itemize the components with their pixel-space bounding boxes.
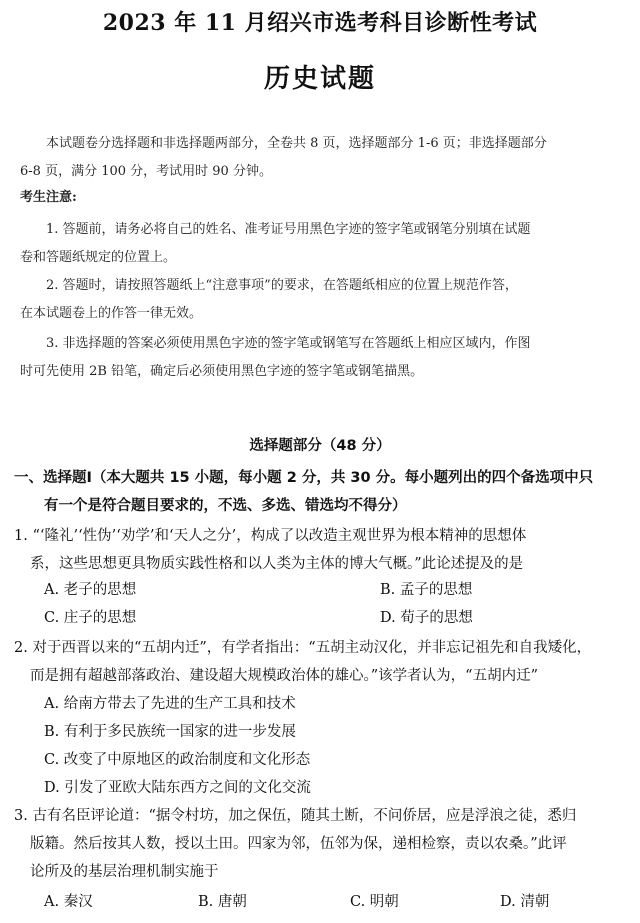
question-1-stem-line-2: 系，这些思想更具物质实践性格和以人类为主体的博大气概。”此论述提及的是	[30, 556, 524, 572]
notice-item-1-line-2: 卷和答题纸规定的位置上。	[20, 250, 177, 265]
exam-title: 2023 年 11 月绍兴市选考科目诊断性考试	[102, 10, 538, 36]
question-2-option-c: C. 改变了中原地区的政治制度和文化形态	[44, 752, 311, 768]
notice-heading: 考生注意:	[20, 190, 77, 205]
question-3-option-c: C. 明朝	[350, 894, 399, 910]
intro-line-1: 本试题卷分选择题和非选择题两部分，全卷共 8 页，选择题部分 1-6 页；非选择题部分	[46, 136, 547, 151]
question-1-option-d: D. 荀子的思想	[380, 610, 473, 626]
section-title: 选择题部分（48 分）	[249, 438, 391, 454]
section-heading-line-1: 一、选择题Ⅰ（本大题共 15 小题，每小题 2 分，共 30 分。每小题列出的四个备选项中只	[14, 470, 594, 486]
question-1-stem-line-1: 1. “‘隆礼’‘性伪’‘劝学’和‘天人之分’，构成了以改造主观世界为根本精神的思想体	[14, 528, 527, 544]
notice-item-3-line-1: 3. 非选择题的答案必须使用黑色字迹的签字笔或钢笔写在答题纸上相应区域内，作图	[46, 336, 531, 351]
question-3-option-b: B. 唐朝	[198, 894, 247, 910]
question-2-stem-line-1: 2. 对于西晋以来的“五胡内迁”，有学者指出：“五胡主动汉化，并非忘记祖先和自我矮化，	[14, 640, 592, 656]
question-2-stem-line-2: 而是拥有超越部落政治、建设超大规模政治体的雄心。”该学者认为，“五胡内迁”	[30, 668, 538, 684]
question-2-option-b: B. 有利于多民族统一国家的进一步发展	[44, 724, 296, 740]
notice-item-2-line-2: 在本试题卷上的作答一律无效。	[20, 306, 203, 321]
question-3-option-a: A. 秦汉	[44, 894, 93, 910]
question-1-option-a: A. 老子的思想	[44, 582, 137, 598]
question-3-stem-line-2: 版籍。然后按其人数，授以土田。四家为邻，伍邻为保，递相检察，责以农桑。”此评	[30, 836, 567, 852]
notice-item-3-line-2: 时可先使用 2B 铅笔，确定后必须使用黑色字迹的签字笔或钢笔描黑。	[20, 364, 424, 379]
question-3-stem-line-1: 3. 古有名臣评论道：“据令村坊，加之保伍，随其土断，不问侨居，应是浮浪之徒，悉归	[14, 808, 577, 824]
question-3-option-d: D. 清朝	[500, 894, 550, 910]
question-2-option-d: D. 引发了亚欧大陆东西方之间的文化交流	[44, 780, 311, 796]
section-heading-line-2: 有一个是符合题目要求的，不选、多选、错选均不得分）	[44, 498, 407, 514]
question-3-stem-line-3: 论所及的基层治理机制实施于	[30, 864, 219, 880]
intro-line-2: 6-8 页，满分 100 分，考试用时 90 分钟。	[20, 164, 272, 179]
notice-item-1-line-1: 1. 答题前，请务必将自己的姓名、准考证号用黑色字迹的签字笔或钢笔分别填在试题	[46, 222, 531, 237]
exam-subtitle: 历史试题	[263, 64, 376, 94]
question-1-option-b: B. 孟子的思想	[380, 582, 473, 598]
notice-item-2-line-1: 2. 答题时，请按照答题纸上“注意事项”的要求，在答题纸相应的位置上规范作答，	[46, 278, 518, 293]
question-1-option-c: C. 庄子的思想	[44, 610, 137, 626]
question-2-option-a: A. 给南方带去了先进的生产工具和技术	[44, 696, 296, 712]
